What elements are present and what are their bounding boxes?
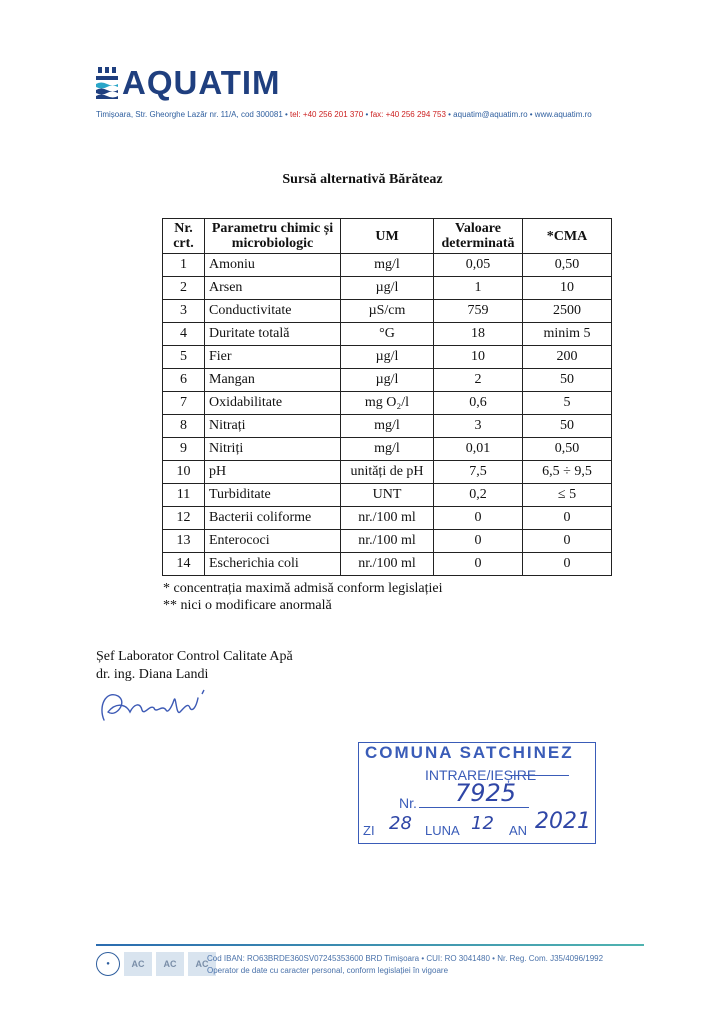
footnotes (163, 580, 443, 614)
stamp-luna-label: LUNA (425, 823, 460, 838)
table-row (163, 254, 612, 277)
footnote-anomaly: ** nici o modificare anormală (163, 598, 332, 613)
cell-nr: 12 (163, 507, 205, 530)
table-row (163, 415, 612, 438)
table-row (163, 392, 612, 415)
stamp-an-value: 2021 (535, 809, 591, 834)
footer-bank-info: Cod IBAN: RO63BRDE360SV07245353600 BRD Timișoara • CUI: RO 3041480 • Nr. Reg. Com. J35/4096/1992 (207, 954, 604, 963)
cell-nr: 5 (163, 346, 205, 369)
certification-seal-icon: ● (96, 952, 120, 976)
cell-nr: 3 (163, 300, 205, 323)
cell-cma: minim 5 (523, 323, 612, 346)
table-body (163, 254, 612, 576)
cell-value: 0,6 (434, 392, 523, 415)
cell-nr: 1 (163, 254, 205, 277)
strikethrough-mark (509, 775, 569, 776)
cell-um: UNT (341, 484, 434, 507)
table-row (163, 507, 612, 530)
aquatim-logo (96, 66, 281, 99)
table-row (163, 369, 612, 392)
header-value: Valoare determinată (434, 219, 523, 254)
header-nr: Nr. crt. (163, 219, 205, 254)
document-title: Sursă alternativă Bărăteaz (282, 172, 443, 187)
cell-value: 0,01 (434, 438, 523, 461)
nr-underline (419, 807, 529, 808)
cert-badge-3: AC (188, 952, 216, 976)
cell-cma: 0,50 (523, 438, 612, 461)
stamp-nr-value: 7925 (455, 779, 517, 807)
cell-value: 1 (434, 277, 523, 300)
cell-cma: ≤ 5 (523, 484, 612, 507)
table-row (163, 461, 612, 484)
cell-um: µg/l (341, 346, 434, 369)
cell-nr: 13 (163, 530, 205, 553)
cell-parameter: Amoniu (205, 254, 341, 277)
table-row (163, 438, 612, 461)
cell-value: 0 (434, 507, 523, 530)
cell-um: °G (341, 323, 434, 346)
stamp-nr-label: Nr. (399, 795, 417, 811)
cell-cma: 50 (523, 369, 612, 392)
cell-um: nr./100 ml (341, 507, 434, 530)
cell-parameter: Bacterii coliforme (205, 507, 341, 530)
cell-parameter: pH (205, 461, 341, 484)
cell-um: unități de pH (341, 461, 434, 484)
footer-text (207, 953, 603, 977)
cell-parameter: Turbiditate (205, 484, 341, 507)
cell-parameter: Oxidabilitate (205, 392, 341, 415)
cell-um: µS/cm (341, 300, 434, 323)
email-web: • aquatim@aquatim.ro • www.aquatim.ro (448, 110, 592, 119)
contact-line: Timișoara, Str. Gheorghe Lazăr nr. 11/A, cod 300081 • tel: +40 256 201 370 • fax: +40 256 294 753 • aquatim@aquatim.ro • www.aquatim.ro (96, 110, 592, 119)
cell-parameter: Nitriți (205, 438, 341, 461)
cell-value: 10 (434, 346, 523, 369)
table-header-row (163, 219, 612, 254)
cell-nr: 8 (163, 415, 205, 438)
cell-value: 18 (434, 323, 523, 346)
cell-parameter: Nitrați (205, 415, 341, 438)
results-table (162, 218, 612, 576)
table-row (163, 323, 612, 346)
cell-nr: 2 (163, 277, 205, 300)
cell-cma: 0 (523, 530, 612, 553)
header-um: UM (341, 219, 434, 254)
certification-badges (96, 952, 216, 976)
table-row (163, 484, 612, 507)
cell-cma: 0 (523, 553, 612, 576)
cell-value: 0,05 (434, 254, 523, 277)
cell-value: 0,2 (434, 484, 523, 507)
handwritten-signature (96, 682, 206, 726)
cert-badge-2: AC (156, 952, 184, 976)
stamp-title: COMUNA SATCHINEZ (365, 743, 574, 762)
cell-value: 0 (434, 553, 523, 576)
table-row (163, 277, 612, 300)
stamp-an-label: AN (509, 823, 528, 838)
cell-parameter: Conductivitate (205, 300, 341, 323)
cell-cma: 50 (523, 415, 612, 438)
phone: tel: +40 256 201 370 (290, 110, 364, 119)
cell-nr: 11 (163, 484, 205, 507)
waves-logo-icon (96, 67, 118, 99)
cert-badge-1: AC (124, 952, 152, 976)
stamp-zi-value: 28 (389, 813, 412, 834)
table-row (163, 346, 612, 369)
signature-block (96, 648, 293, 684)
registration-stamp (358, 742, 596, 844)
cell-nr: 10 (163, 461, 205, 484)
cell-parameter: Duritate totală (205, 323, 341, 346)
cell-um: mg/l (341, 254, 434, 277)
footer-gdpr: Operator de date cu caracter personal, conform legislației în vigoare (207, 966, 449, 975)
cell-parameter: Escherichia coli (205, 553, 341, 576)
cell-um: µg/l (341, 277, 434, 300)
cell-parameter: Fier (205, 346, 341, 369)
cell-nr: 14 (163, 553, 205, 576)
stamp-subtitle: INTRARE/IEȘIRE (425, 767, 537, 783)
cell-value: 759 (434, 300, 523, 323)
table-row (163, 530, 612, 553)
cell-parameter: Mangan (205, 369, 341, 392)
table-row (163, 300, 612, 323)
cell-um: µg/l (341, 369, 434, 392)
footnote-cma: * concentrația maximă admisă conform legislației (163, 581, 443, 596)
stamp-zi-label: ZI (363, 823, 375, 838)
cell-cma: 10 (523, 277, 612, 300)
cell-parameter: Enterococi (205, 530, 341, 553)
cell-cma: 200 (523, 346, 612, 369)
cell-cma: 0 (523, 507, 612, 530)
cell-um: mg O₂/l (341, 392, 434, 415)
cell-parameter: Arsen (205, 277, 341, 300)
address: Timișoara, Str. Gheorghe Lazăr nr. 11/A, cod 300081 • (96, 110, 288, 119)
stamp-luna-value: 12 (471, 813, 494, 834)
fax: fax: +40 256 294 753 (370, 110, 446, 119)
cell-nr: 6 (163, 369, 205, 392)
cell-um: nr./100 ml (341, 553, 434, 576)
header-cma: *CMA (523, 219, 612, 254)
cell-value: 2 (434, 369, 523, 392)
cell-cma: 2500 (523, 300, 612, 323)
cell-value: 7,5 (434, 461, 523, 484)
cell-nr: 4 (163, 323, 205, 346)
signatory-role: Șef Laborator Control Calitate Apă (96, 649, 293, 664)
cell-um: mg/l (341, 438, 434, 461)
cell-cma: 0,50 (523, 254, 612, 277)
cell-nr: 9 (163, 438, 205, 461)
cell-value: 3 (434, 415, 523, 438)
cell-cma: 5 (523, 392, 612, 415)
signatory-name: dr. ing. Diana Landi (96, 667, 209, 682)
cell-cma: 6,5 ÷ 9,5 (523, 461, 612, 484)
header-parameter: Parametru chimic și microbiologic (205, 219, 341, 254)
table-row (163, 553, 612, 576)
footer-divider (96, 944, 644, 946)
cell-um: mg/l (341, 415, 434, 438)
brand-name: AQUATIM (122, 64, 281, 101)
cell-value: 0 (434, 530, 523, 553)
cell-um: nr./100 ml (341, 530, 434, 553)
cell-nr: 7 (163, 392, 205, 415)
